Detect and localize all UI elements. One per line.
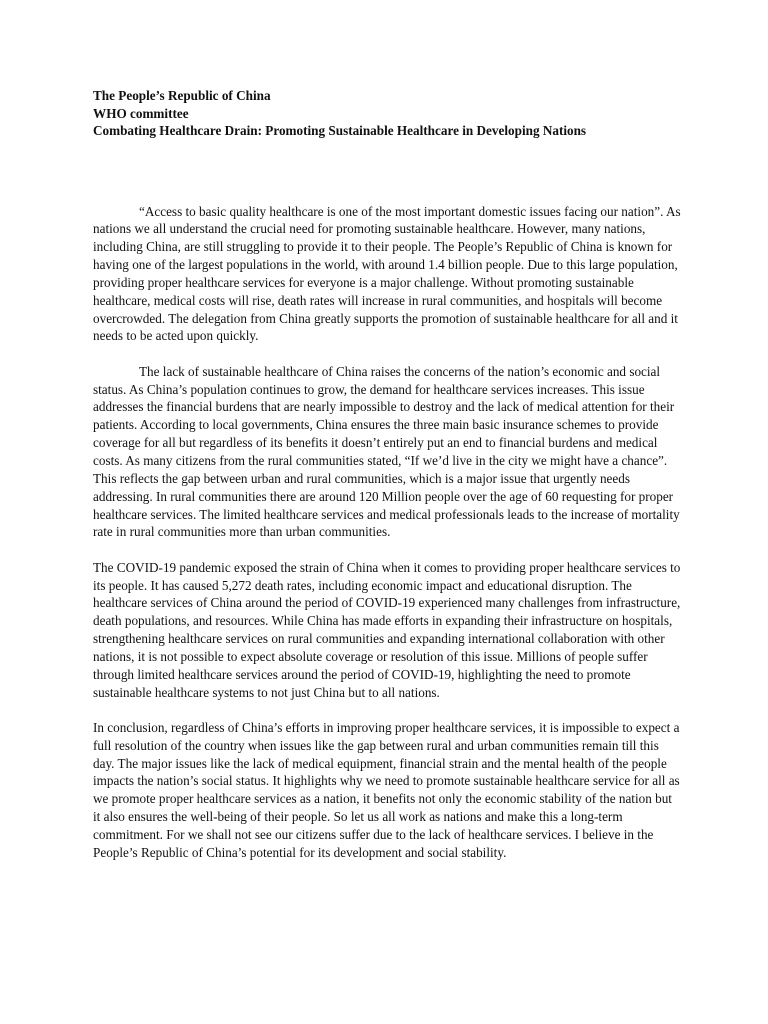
- topic-title: Combating Healthcare Drain: Promoting Sustainable Healthcare in Developing Nations: [93, 123, 587, 138]
- document-body: [93, 203, 681, 862]
- document-page: [93, 87, 681, 879]
- committee-name: WHO committee: [93, 105, 189, 121]
- paragraph-conclusion: In conclusion, regardless of China’s efforts in improving proper healthcare services, it is impossible to expect a full resolution of the country when issues like the gap between rural and urban communities remain till this day. The major issues like the lack of medical equipment, financial strain and the mental health of the people impacts the nation’s social status. It highlights why we need to promote sustainable healthcare service for all as we promote proper healthcare services as a nation, it benefits not only the economic stability of the nation but it also ensures the well-being of their people. So let us all work as nations and make this a long-term commitment. For we shall not see our citizens suffer due to the lack of healthcare services. I believe in the People’s Republic of China’s potential for its development and social stability.: [93, 719, 680, 860]
- country-name: The People’s Republic of China: [93, 88, 271, 103]
- paragraph-rural-urban-gap: The lack of sustainable healthcare of China raises the concerns of the nation’s economic and social status. As China’s population continues to grow, the demand for healthcare services increases. This issue addresses the financial burdens that are nearly impossible to destroy and the lack of medical attention for their patients. According to local governments, China ensures the three main basic insurance schemes to provide coverage for all but regardless of its benefits it doesn’t entirely put an end to financial burdens and medical costs. As many citizens from the rural communities stated, “If we’d live in the city we might have a chance”. This reflects the gap between urban and rural communities, which is a major issue that urgently needs addressing. In rural communities there are around 120 Million people over the age of 60 requesting for proper healthcare services. The limited healthcare services and medical professionals leads to the increase of mortality rate in rural communities more than urban communities.: [93, 363, 680, 540]
- document-header: [93, 87, 681, 140]
- paragraph-covid-19: The COVID-19 pandemic exposed the strain of China when it comes to providing proper healthcare services to its people. It has caused 5,272 death rates, including economic impact and educational disruption. The healthcare services of China around the period of COVID-19 experienced many challenges from infrastructure, death populations, and resources. While China has made efforts in expanding their infrastructure on hospitals, strengthening healthcare services on rural communities and expanding international collaboration with other nations, it is not possible to expect absolute coverage or resolution of this issue. Millions of people suffer through limited healthcare services around the period of COVID-19, highlighting the need to promote sustainable healthcare systems to not just China but to all nations.: [93, 559, 681, 700]
- paragraph-introduction: “Access to basic quality healthcare is one of the most important domestic issues facing our nation”. As nations we all understand the crucial need for promoting sustainable healthcare. However, many nations, including China, are still struggling to provide it to their people. The People’s Republic of China is known for having one of the largest populations in the world, with around 1.4 billion people. Due to this large population, providing proper healthcare services for everyone is a major challenge. Without promoting sustainable healthcare, medical costs will rise, death rates will increase in rural communities, and hospitals will become overcrowded. The delegation from China greatly supports the promotion of sustainable healthcare for all and it needs to be acted upon quickly.: [93, 203, 681, 344]
